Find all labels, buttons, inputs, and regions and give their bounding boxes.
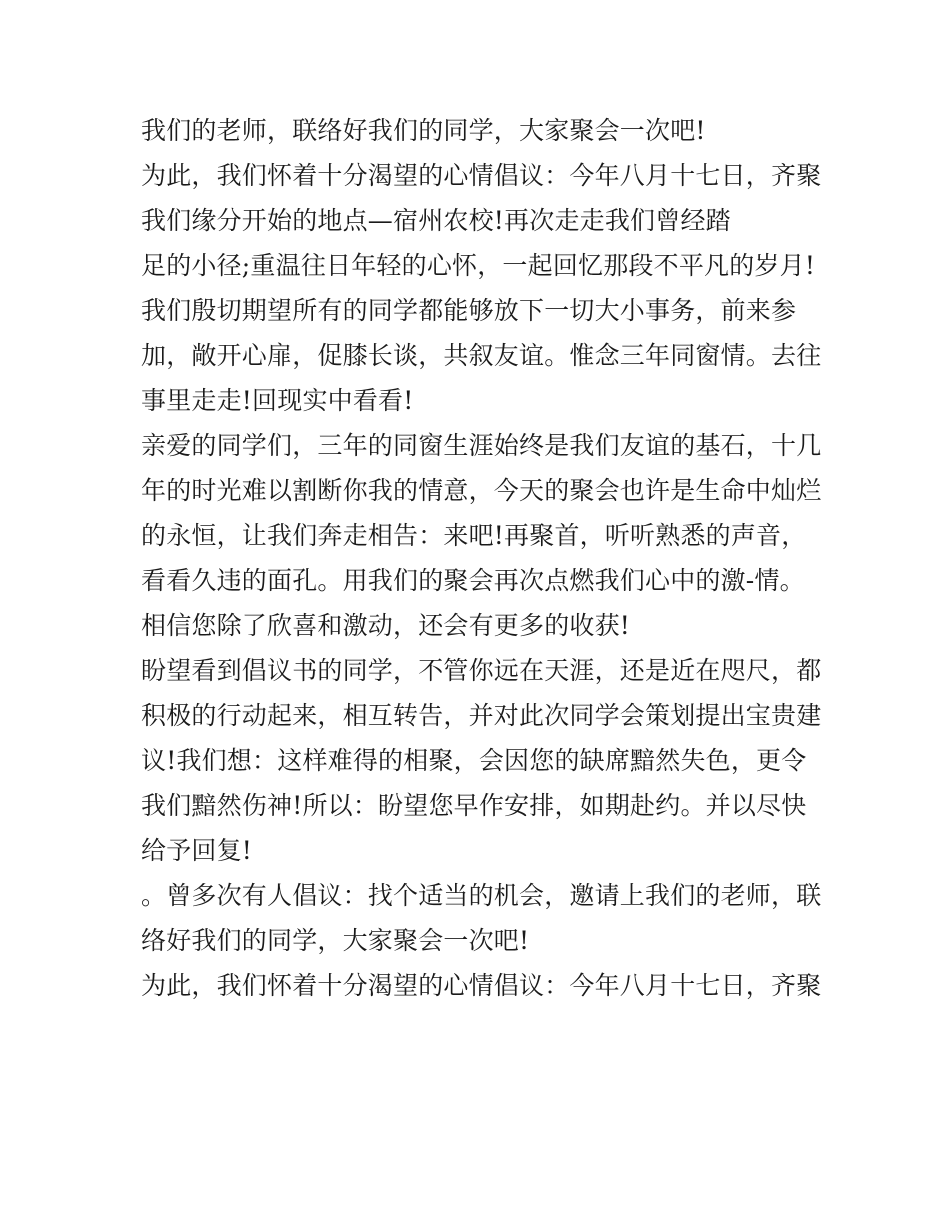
text-line: 为此，我们怀着十分渴望的心情倡议：今年八月十七日，齐聚: [141, 161, 822, 190]
text-line: 足的小径;重温往日年轻的心怀，一起回忆那段不平凡的岁月!: [141, 251, 816, 280]
text-line: 我们的老师，联络好我们的同学，大家聚会一次吧!: [141, 116, 706, 145]
text-line: 积极的行动起来，相互转告，并对此次同学会策划提出宝贵建: [141, 701, 822, 730]
text-line: 。曾多次有人倡议：找个适当的机会，邀请上我们的老师，联: [141, 881, 822, 910]
text-line: 相信您除了欣喜和激动，还会有更多的收获!: [141, 611, 631, 640]
text-line: 亲爱的同学们，三年的同窗生涯始终是我们友谊的基石，十几: [141, 431, 822, 460]
text-line: 我们黯然伤神!所以：盼望您早作安排，如期赴约。并以尽快: [141, 791, 807, 820]
text-line: 事里走走!回现实中看看!: [141, 386, 414, 415]
text-line: 络好我们的同学，大家聚会一次吧!: [141, 926, 530, 955]
text-line: 给予回复!: [141, 836, 253, 865]
text-line: 年的时光难以割断你我的情意，今天的聚会也许是生命中灿烂: [141, 476, 822, 505]
text-line: 我们缘分开始的地点—宿州农校!再次走走我们曾经踏: [141, 206, 731, 235]
text-line: 议!我们想：这样难得的相聚，会因您的缺席黯然失色，更令: [141, 746, 807, 775]
text-line: 为此，我们怀着十分渴望的心情倡议：今年八月十七日，齐聚: [141, 971, 822, 1000]
text-line: 我们殷切期望所有的同学都能够放下一切大小事务，前来参: [141, 296, 797, 325]
text-line: 的永恒，让我们奔走相告：来吧!再聚首，听听熟悉的声音，: [141, 521, 807, 550]
text-line: 盼望看到倡议书的同学，不管你远在天涯，还是近在咫尺，都: [141, 656, 822, 685]
document-body: [141, 108, 821, 1008]
text-line: 加，敞开心扉，促膝长谈，共叙友谊。惟念三年同窗情。去往: [141, 341, 822, 370]
text-line: 看看久违的面孔。用我们的聚会再次点燃我们心中的激-情。: [141, 566, 805, 595]
